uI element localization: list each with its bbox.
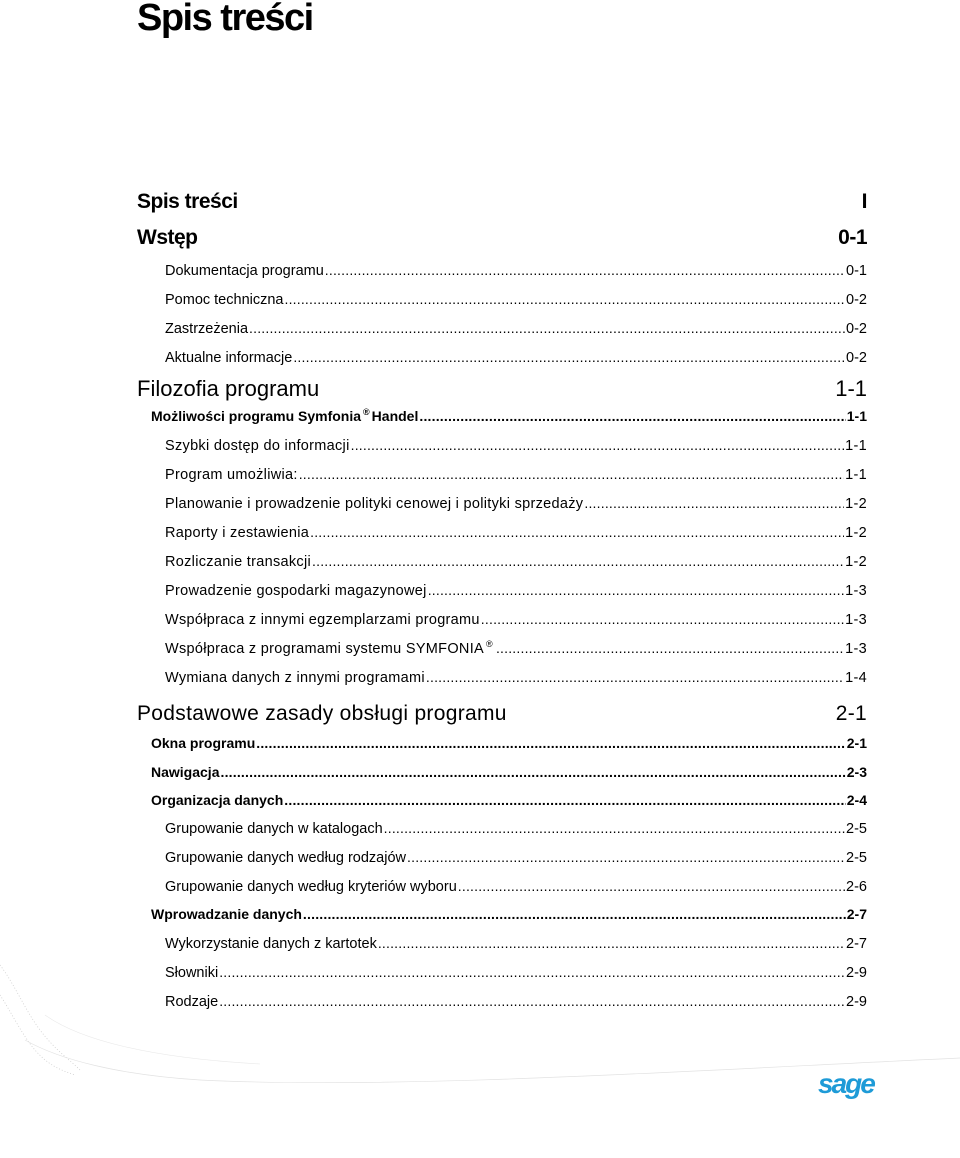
toc-leader-dots	[256, 735, 846, 751]
toc-leader-dots	[496, 640, 844, 656]
toc-entry[interactable]	[165, 437, 867, 454]
toc-entry-title: Wprowadzanie danych	[151, 906, 302, 922]
toc-entry-title: Wymiana danych z innymi programami	[165, 670, 425, 686]
toc-page-number: 1-1	[845, 438, 867, 454]
toc-entry[interactable]	[165, 320, 867, 337]
toc-page-number: 1-3	[845, 612, 867, 628]
toc-entry[interactable]	[151, 906, 867, 922]
toc-entry[interactable]	[165, 524, 867, 541]
toc-page-number: 2-9	[846, 994, 867, 1010]
toc-page-number: 2-6	[846, 879, 867, 895]
toc-entry[interactable]	[165, 262, 867, 279]
toc-leader-dots	[584, 495, 844, 511]
toc-page-number: 1-1	[846, 408, 867, 424]
toc-page-number: 0-2	[846, 321, 867, 337]
sage-logo: sage	[818, 1068, 874, 1099]
toc-entry-title: Grupowanie danych według kryteriów wyboru	[165, 879, 457, 895]
toc-entry[interactable]	[165, 495, 867, 512]
toc-entry-title-suffix: Handel	[371, 408, 419, 424]
toc-entry[interactable]	[165, 553, 867, 570]
toc-entry-title: Współpraca z programami systemu SYMFONIA	[165, 641, 484, 657]
toc-entry[interactable]	[151, 735, 867, 751]
toc-entry[interactable]	[151, 764, 867, 780]
toc-page-number: 1-2	[845, 554, 867, 570]
toc-entry[interactable]	[151, 792, 867, 808]
toc-entry[interactable]	[165, 849, 867, 866]
toc-leader-dots	[407, 849, 845, 865]
toc-page-number: 2-1	[835, 702, 867, 725]
toc-leader-dots	[312, 553, 844, 569]
toc-leader-dots	[293, 349, 845, 365]
toc-page-number: I	[861, 190, 867, 213]
toc-entry[interactable]	[165, 669, 867, 686]
toc-page-number: 0-1	[846, 263, 867, 279]
toc-page-number: 1-2	[845, 496, 867, 512]
toc-entry-title: Grupowanie danych w katalogach	[165, 821, 383, 837]
toc-entry[interactable]	[165, 349, 867, 366]
toc-leader-dots	[458, 878, 845, 894]
toc-page-number: 1-3	[845, 583, 867, 599]
toc-page-number: 0-2	[846, 350, 867, 366]
toc-entry[interactable]	[165, 291, 867, 308]
toc-page-number: 0-1	[838, 226, 867, 249]
toc-page-number: 1-3	[845, 641, 867, 657]
toc-entry-title: Podstawowe zasady obsługi programu	[137, 702, 507, 725]
toc-entry[interactable]	[137, 190, 867, 214]
toc-page-number: 2-3	[846, 764, 867, 780]
toc-leader-dots	[303, 906, 846, 922]
toc-entry[interactable]	[165, 820, 867, 837]
toc-entry-title: Rozliczanie transakcji	[165, 554, 312, 570]
toc-leader-dots	[220, 764, 845, 780]
toc-entry-title: Słowniki	[165, 965, 219, 981]
toc-entry[interactable]	[165, 878, 867, 895]
toc-entry[interactable]	[165, 466, 867, 483]
toc-leader-dots	[428, 582, 844, 598]
toc-entry[interactable]	[151, 408, 867, 424]
page-title: Spis treści	[137, 0, 313, 39]
toc-entry-title: Współpraca z innymi egzemplarzami programu	[165, 612, 480, 628]
toc-page-number: 2-9	[846, 965, 867, 981]
toc-entry-title: Okna programu	[151, 735, 256, 751]
toc-entry-title: Wstęp	[137, 226, 198, 249]
toc-entry-title: Planowanie i prowadzenie polityki cenowej i polityki sprzedaży	[165, 496, 584, 512]
toc-page-number: 2-7	[846, 906, 867, 922]
toc-entry[interactable]	[165, 611, 867, 628]
toc-leader-dots	[284, 291, 845, 307]
toc-entry-title: Raporty i zestawienia	[165, 525, 310, 541]
toc-leader-dots	[481, 611, 844, 627]
toc-entry-title: Aktualne informacje	[165, 350, 293, 366]
toc-page-number: 2-5	[846, 821, 867, 837]
registered-mark: ®	[486, 639, 493, 649]
toc-leader-dots	[249, 320, 845, 336]
toc-page-number: 1-4	[845, 670, 867, 686]
toc-entry[interactable]	[137, 376, 867, 402]
toc-page-number: 2-7	[846, 936, 867, 952]
toc-entry[interactable]	[165, 582, 867, 599]
toc-leader-dots	[284, 792, 845, 808]
toc-entry[interactable]	[137, 226, 867, 250]
toc-page-number: 1-2	[845, 525, 867, 541]
toc-entry-title: Prowadzenie gospodarki magazynowej	[165, 583, 427, 599]
toc-page-number: 1-1	[835, 376, 867, 401]
toc-leader-dots	[299, 466, 844, 482]
toc-entry-title: Szybki dostęp do informacji	[165, 438, 350, 454]
toc-entry[interactable]	[137, 702, 867, 726]
toc-entry[interactable]	[165, 640, 867, 657]
toc-entry-title: Spis treści	[137, 190, 238, 213]
toc-leader-dots	[351, 437, 845, 453]
toc-entry-title: Pomoc techniczna	[165, 292, 284, 308]
toc-entry-title: Nawigacja	[151, 764, 220, 780]
toc-entry-title: Program umożliwia:	[165, 467, 298, 483]
toc-entry-title: Filozofia programu	[137, 376, 320, 401]
toc-leader-dots	[419, 408, 845, 424]
toc-page-number: 2-5	[846, 850, 867, 866]
toc-entry-title: Grupowanie danych według rodzajów	[165, 850, 407, 866]
decorative-curves	[0, 940, 960, 1158]
toc-leader-dots	[426, 669, 844, 685]
toc-entry-title: Dokumentacja programu	[165, 263, 324, 279]
toc-leader-dots	[310, 524, 844, 540]
toc-entry-title: Zastrzeżenia	[165, 321, 249, 337]
registered-mark: ®	[363, 407, 370, 417]
toc-page-number: 2-1	[846, 735, 867, 751]
toc-entry-title: Wykorzystanie danych z kartotek	[165, 936, 377, 952]
toc-leader-dots	[325, 262, 845, 278]
toc-page-number: 1-1	[845, 467, 867, 483]
toc-entry-title: Możliwości programu Symfonia	[151, 408, 362, 424]
toc-entry-title: Organizacja danych	[151, 792, 284, 808]
toc-page-number: 2-4	[846, 792, 867, 808]
toc-leader-dots	[384, 820, 845, 836]
toc-entry-title: Rodzaje	[165, 994, 219, 1010]
toc-page-number: 0-2	[846, 292, 867, 308]
